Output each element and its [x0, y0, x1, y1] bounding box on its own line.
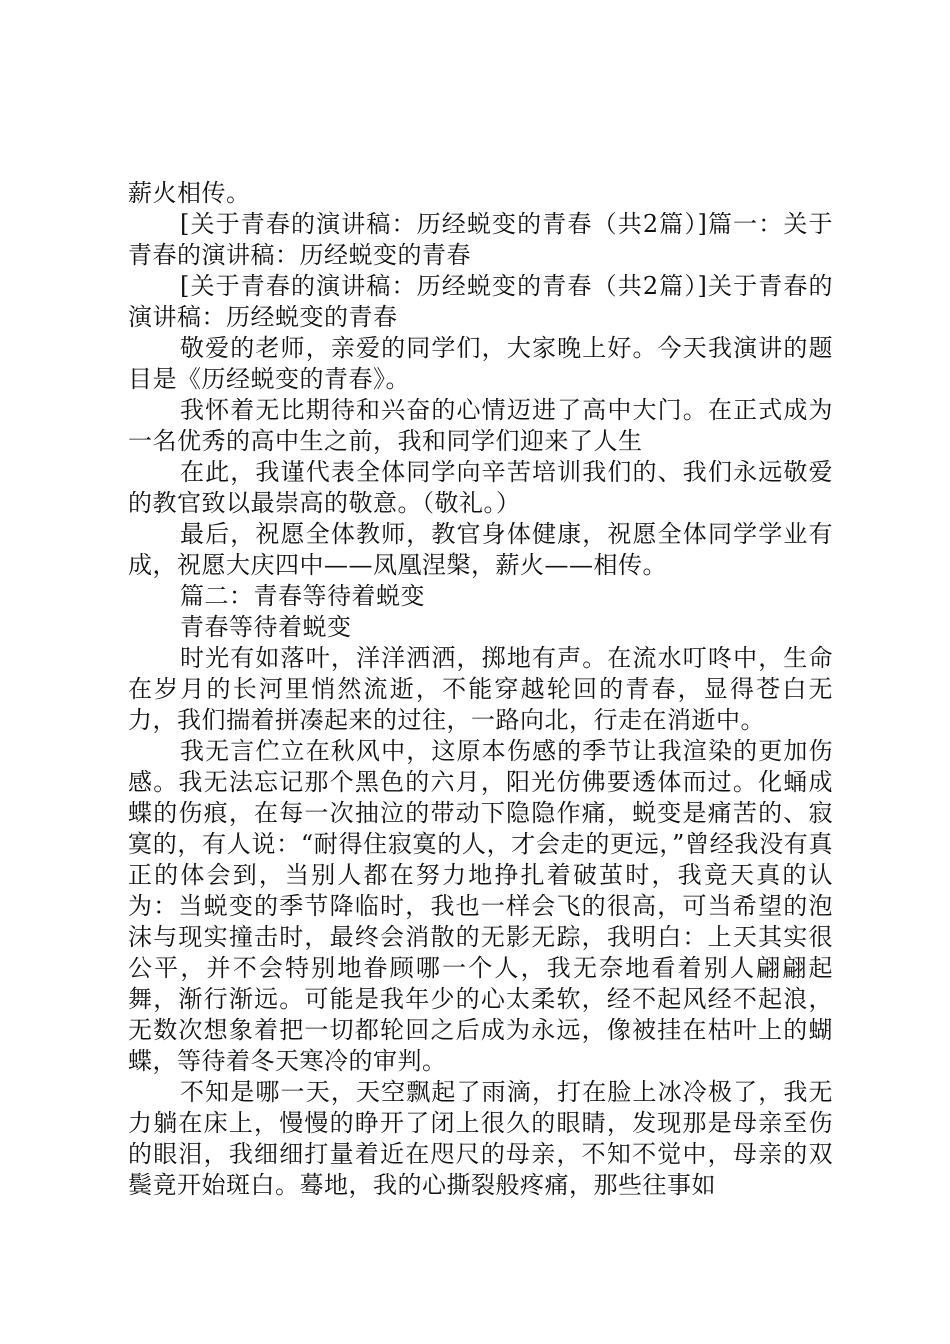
paragraph-body: 在此，我谨代表全体同学向辛苦培训我们的、我们永远敬爱的教官致以最崇高的敬意。（敬礼。） [128, 458, 833, 517]
paragraph-greeting: 敬爱的老师，亲爱的同学们，大家晚上好。今天我演讲的题目是《历经蜕变的青春》。 [128, 334, 833, 393]
document-body [128, 178, 833, 1201]
paragraph-body: 我无言伫立在秋风中，这原本伤感的季节让我渲染的更加伤感。我无法忘记那个黑色的六月，阳光仿佛要透体而过。化蛹成蝶的伤痕，在每一次抽泣的带动下隐隐作痛，蜕变是痛苦的、寂寞的，有人说：“耐得住寂寞的人，才会走的更远，”曾经我没有真正的体会到，当别人都在努力地挣扎着破茧时，我竟天真的认为：当蜕变的季节降临时，我也一样会飞的很高，可当希望的泡沫与现实撞击时，最终会消散的无影无踪，我明白：上天其实很公平，并不会特别地眷顾哪一个人，我无奈地看着别人翩翩起舞，渐行渐远。可能是我年少的心太柔软，经不起风经不起浪，无数次想象着把一切都轮回之后成为永远，像被挂在枯叶上的蝴蝶，等待着冬天寒冷的审判。 [128, 737, 833, 1075]
section-heading: 篇二：青春等待着蜕变 [180, 582, 425, 610]
paragraph-body: 不知是哪一天，天空飘起了雨滴，打在脸上冰冷极了，我无力躺在床上，慢慢的睁开了闭上很久的眼睛，发现那是母亲至伤的眼泪，我细细打量着近在咫尺的母亲，不知不觉中，母亲的双鬓竟开始斑白。蓦地，我的心撕裂般疼痛，那些往事如 [128, 1078, 833, 1199]
article-title: 青春等待着蜕变 [180, 613, 352, 641]
paragraph-continuation: 薪火相传。 [128, 179, 251, 207]
paragraph-body: 我怀着无比期待和兴奋的心情迈进了高中大门。在正式成为一名优秀的高中生之前，我和同学们迎来了人生 [128, 396, 833, 455]
paragraph-heading-link-2: [关于青春的演讲稿：历经蜕变的青春（共2篇）]关于青春的演讲稿：历经蜕变的青春 [128, 272, 833, 331]
paragraph-closing: 最后，祝愿全体教师，教官身体健康，祝愿全体同学学业有成，祝愿大庆四中——凤凰涅槃，薪火——相传。 [128, 520, 833, 579]
paragraph-heading-link-1: [关于青春的演讲稿：历经蜕变的青春（共2篇）]篇一：关于青春的演讲稿：历经蜕变的青春 [128, 210, 833, 269]
paragraph-body: 时光有如落叶，洋洋洒洒，掷地有声。在流水叮咚中，生命在岁月的长河里悄然流逝，不能穿越轮回的青春，显得苍白无力，我们揣着拼凑起来的过往，一路向北，行走在消逝中。 [128, 644, 833, 734]
